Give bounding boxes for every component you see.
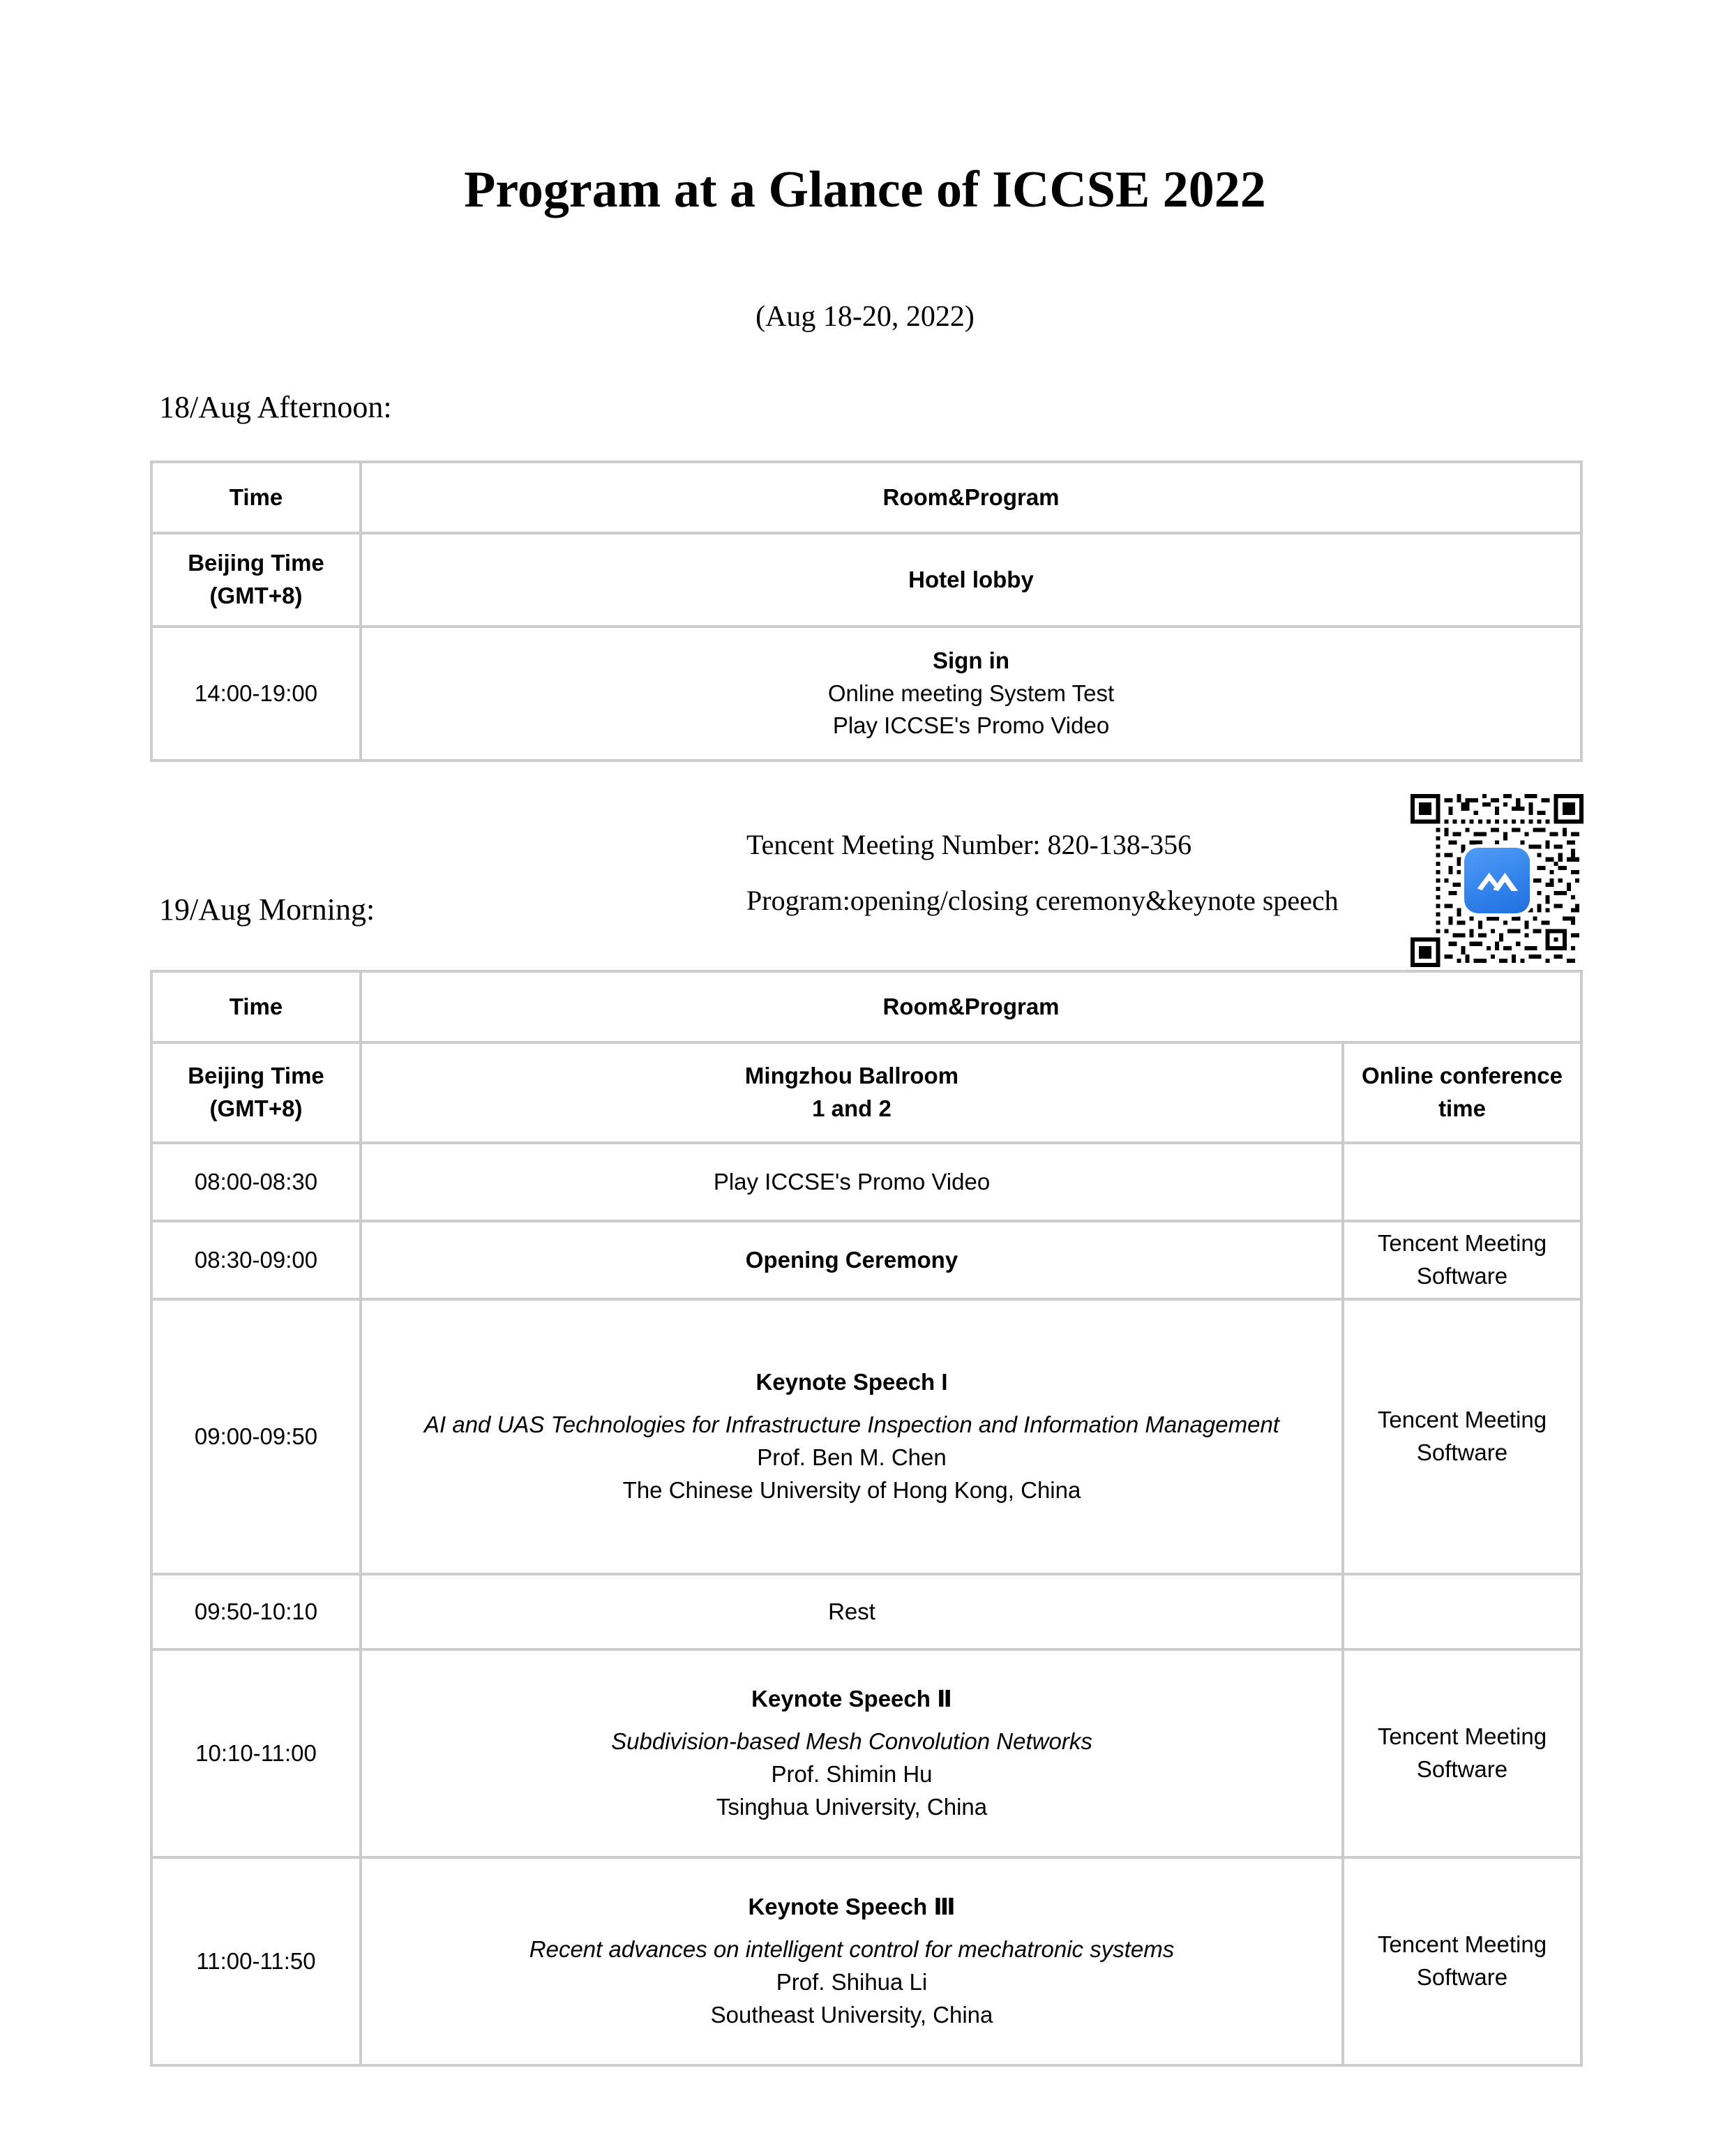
table-row xyxy=(151,1299,1581,1574)
table2-time-cell: 10:10-11:00 xyxy=(151,1649,361,1857)
table2-online-cell xyxy=(1343,1299,1581,1574)
keynote-affiliation: The Chinese University of Hong Kong, China xyxy=(622,1476,1081,1503)
page-subtitle: (Aug 18-20, 2022) xyxy=(755,301,975,333)
table2-online-header-cell xyxy=(1343,1042,1581,1143)
table2-header-time: Time xyxy=(151,971,361,1042)
keynote-topic: AI and UAS Technologies for Infrastructure Inspection and Information Management xyxy=(424,1412,1279,1438)
keynote-speaker: Prof. Shihua Li xyxy=(776,1969,928,1995)
program-line: Play ICCSE's Promo Video xyxy=(832,712,1110,739)
table2-program-cell: Play ICCSE's Promo Video xyxy=(361,1143,1343,1221)
timezone-line-2: (GMT+8) xyxy=(209,583,303,608)
table2-program-cell xyxy=(361,1857,1343,2065)
table2-online-cell xyxy=(1343,1143,1581,1221)
tencent-meeting-info xyxy=(746,823,1395,922)
section-heading-19aug: 19/Aug Morning: xyxy=(159,892,375,927)
table2-program-cell: Opening Ceremony xyxy=(361,1221,1343,1299)
table-row xyxy=(151,1574,1581,1649)
keynote-title: Keynote Speech I xyxy=(755,1369,948,1395)
section-heading-18aug: 18/Aug Afternoon: xyxy=(159,390,392,424)
page-title: Program at a Glance of ICCSE 2022 xyxy=(464,161,1266,218)
online-line-1: Tencent Meeting xyxy=(1377,1931,1547,1958)
online-line-1: Tencent Meeting xyxy=(1377,1230,1547,1257)
keynote-affiliation: Southeast University, China xyxy=(710,2001,993,2028)
table-row xyxy=(151,1221,1581,1299)
program-line: Sign in xyxy=(933,647,1009,673)
online-line-2: Software xyxy=(1416,1756,1508,1782)
table2-header-room-program: Room&Program xyxy=(361,971,1581,1042)
table-row xyxy=(151,1857,1581,2065)
program-line: Online meeting System Test xyxy=(827,680,1115,706)
schedule-table-18aug xyxy=(150,461,1583,762)
table2-time-cell: 09:50-10:10 xyxy=(151,1574,361,1649)
table2-online-cell xyxy=(1343,1221,1581,1299)
keynote-affiliation: Tsinghua University, China xyxy=(716,1793,988,1820)
table2-program-cell xyxy=(361,1299,1343,1574)
keynote-speaker: Prof. Ben M. Chen xyxy=(757,1444,947,1470)
keynote-title: Keynote Speech Ⅲ xyxy=(748,1894,956,1920)
tencent-meeting-glyph-icon xyxy=(1464,848,1530,913)
table2-time-cell: 09:00-09:50 xyxy=(151,1299,361,1574)
online-line-2: Software xyxy=(1416,1263,1508,1289)
online-line-2: Software xyxy=(1416,1964,1508,1990)
table-row xyxy=(151,462,1581,533)
keynote-topic: Subdivision-based Mesh Convolution Networks xyxy=(611,1728,1092,1755)
tencent-meeting-number: Tencent Meeting Number: 820-138-356 xyxy=(746,829,1192,860)
table2-program-cell xyxy=(361,1649,1343,1857)
tencent-meeting-program: Program:opening/closing ceremony&keynote speech xyxy=(746,885,1339,916)
table2-online-cell xyxy=(1343,1649,1581,1857)
table-row xyxy=(151,971,1581,1042)
table1-header-time: Time xyxy=(151,462,361,533)
table-row xyxy=(151,1649,1581,1857)
table1-timezone-cell xyxy=(151,533,361,627)
table2-time-cell: 08:00-08:30 xyxy=(151,1143,361,1221)
table2-program-cell: Rest xyxy=(361,1574,1343,1649)
online-line-2: Software xyxy=(1416,1439,1508,1465)
keynote-speaker: Prof. Shimin Hu xyxy=(771,1761,933,1787)
online-header-line-1: Online conference xyxy=(1362,1063,1563,1089)
table2-online-cell xyxy=(1343,1857,1581,2065)
table1-program-cell xyxy=(361,627,1581,761)
online-line-1: Tencent Meeting xyxy=(1377,1407,1547,1433)
venue-line-1: Mingzhou Ballroom xyxy=(744,1063,959,1089)
table1-time-cell: 14:00-19:00 xyxy=(151,627,361,761)
online-header-line-2: time xyxy=(1438,1095,1486,1121)
table-row xyxy=(151,1042,1581,1143)
table2-online-cell xyxy=(1343,1574,1581,1649)
table2-venue-cell xyxy=(361,1042,1343,1143)
venue-line-2: 1 and 2 xyxy=(812,1095,892,1121)
keynote-title: Keynote Speech Ⅱ xyxy=(751,1686,952,1712)
tencent-meeting-logo-icon xyxy=(1464,848,1530,913)
timezone-line-1: Beijing Time xyxy=(188,1063,324,1089)
table1-venue-cell: Hotel lobby xyxy=(361,533,1581,627)
table1-header-room-program: Room&Program xyxy=(361,462,1581,533)
table-row xyxy=(151,1143,1581,1221)
tencent-meeting-qr-code xyxy=(1411,794,1584,967)
table-row xyxy=(151,627,1581,761)
online-line-1: Tencent Meeting xyxy=(1377,1723,1547,1750)
timezone-line-1: Beijing Time xyxy=(188,550,324,576)
schedule-table-19aug xyxy=(150,970,1583,2067)
keynote-topic: Recent advances on intelligent control for mechatronic systems xyxy=(529,1936,1175,1963)
table2-timezone-cell xyxy=(151,1042,361,1143)
timezone-line-2: (GMT+8) xyxy=(209,1095,303,1121)
table2-time-cell: 11:00-11:50 xyxy=(151,1857,361,2065)
table2-time-cell: 08:30-09:00 xyxy=(151,1221,361,1299)
table-row xyxy=(151,533,1581,627)
